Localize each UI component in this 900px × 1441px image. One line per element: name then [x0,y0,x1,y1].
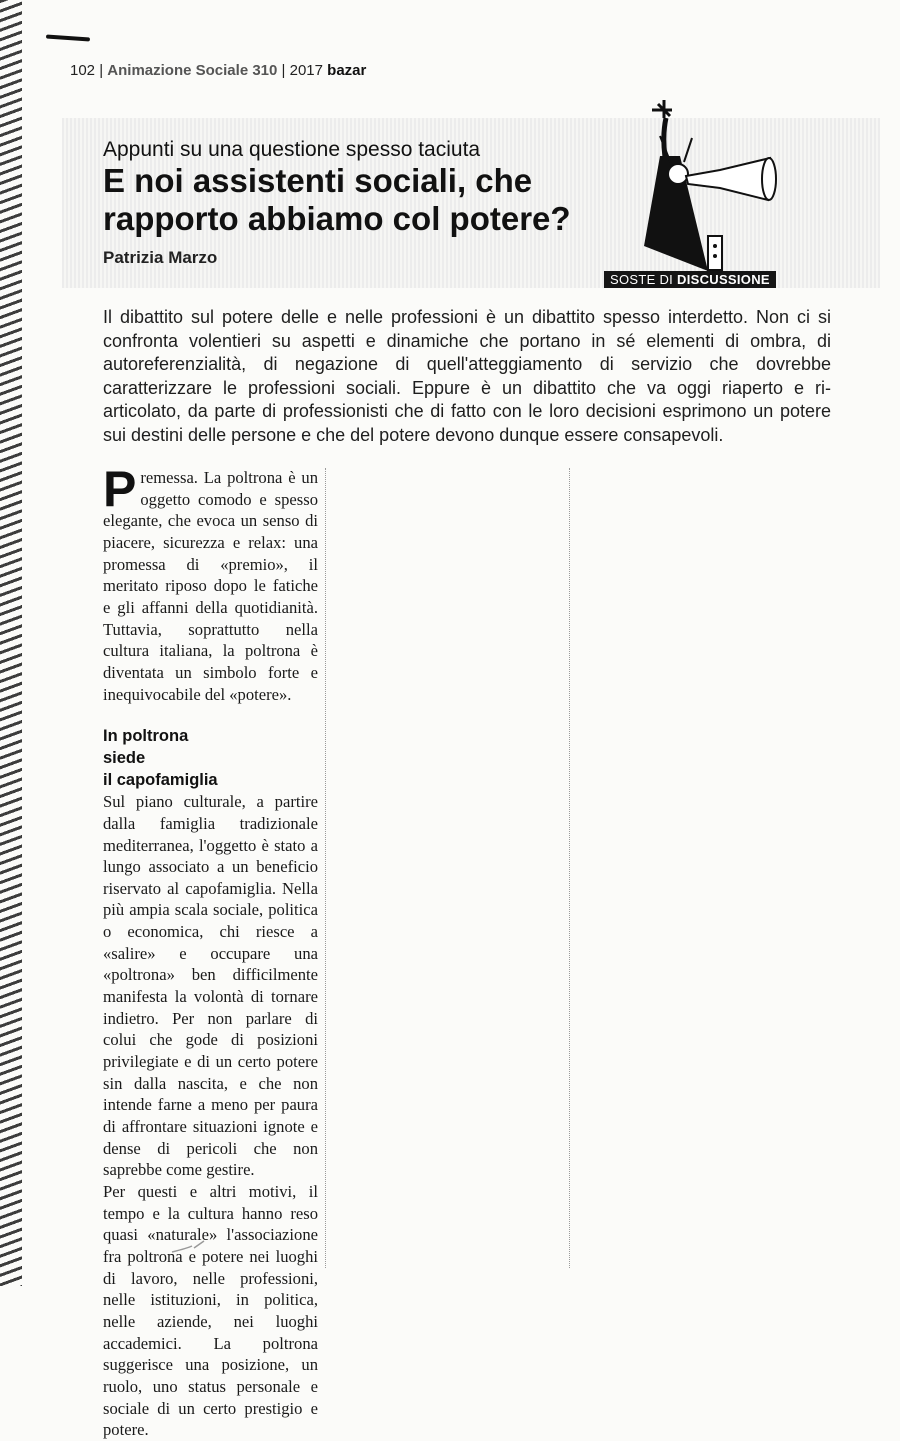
badge-emphasis: DISCUSSIONE [677,272,770,287]
folio-separator: | [281,62,286,79]
subheading-1: In poltrona siede il capofamiglia [103,727,218,789]
pen-mark [170,1240,206,1254]
article-title: E noi assistenti sociali, che rapporto abbiamo col potere? [103,162,571,237]
folio-separator: | [99,62,104,79]
article-kicker: Appunti su una questione spesso taciuta [103,138,481,161]
corner-mark [46,34,90,41]
binding-edge [0,0,22,1286]
running-header [70,62,366,79]
body-paragraph: Per questi e altri motivi, il tempo e la cultura hanno reso quasi «naturale» l'associazione fra poltrona e potere nei luoghi di lavoro, nelle professioni, nelle istituzioni, in politica, nelle aziende, nei luoghi accademici. La poltrona suggerisce una posizione, un ruolo, uno status personale e sociale di un certo prestigio e potere. [103,1182,318,1440]
article-lead: Il dibattito sul potere delle e nelle professioni è un dibattito spesso interdetto. Non ci si confronta volentieri su aspetti e dinamiche che portano in sé elementi di ombra, di autoreferenzialità, di negazione di quell'atteggiamento di servizio che dovrebbe caratterizzare le professioni sociali. Eppure è un dibattito che va oggi riaperto e ri-articolato, da parte di professionisti che di fatto con le loro decisioni esprimono un potere sui destini delle persone e che del potere devono dunque essere consapevoli. [103,307,831,445]
badge-prefix: SOSTE DI [610,272,674,287]
issue-number: 310 [252,62,278,79]
section-badge [604,271,776,288]
drop-cap: P [103,461,137,517]
article-author: Patrizia Marzo [103,248,218,267]
issue-year: 2017 [289,62,323,79]
body-paragraph: Sul piano culturale, a partire dalla famiglia tradizionale mediterranea, l'oggetto è stato a lungo associato a un beneficio riservato al capofamiglia. Nella più ampia scala sociale, politica o economica, chi riesce a «salire» e occupare una «poltrona» ben difficilmente manifesta la volontà di tornare indietro. Per non parlare di colui che gode di posizioni privilegiate e di un certo potere sin dalla nascita, e che non intende farne a meno per paura di affrontare situazioni ignote e dense di pericoli che non saprebbe come gestire. [103,792,318,1180]
page-number: 102 [70,62,96,79]
body-column-1 [103,461,318,1441]
magazine-name: Animazione Sociale [107,62,249,79]
column-divider [569,468,570,1268]
trumpeter-illustration [600,96,810,271]
body-paragraph: Premessa. La poltrona è un oggetto comodo e spesso elegante, che evoca un senso di piacere, sicurezza e relax: una promessa di «premio», il meritato riposo dopo le fatiche e gli affanni della quotidianità. Tuttavia, soprattutto nella cultura italiana, la poltrona è diventata un simbolo forte e inequivocabile del «potere». [103,461,318,704]
column-divider [325,468,326,1268]
section-name: bazar [327,62,367,79]
